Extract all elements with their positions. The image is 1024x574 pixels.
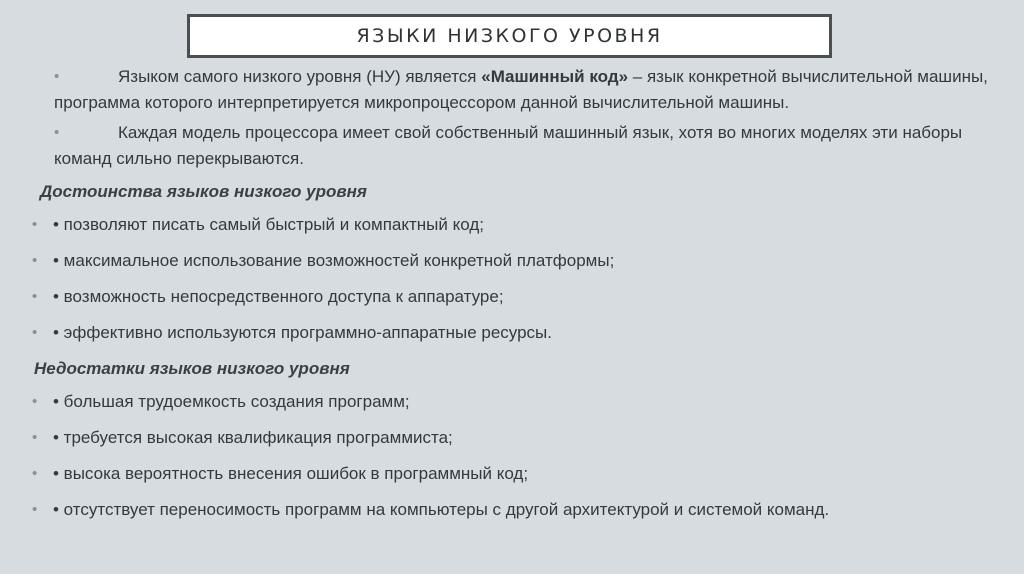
disadvantage-item [28, 498, 1018, 522]
advantage-text: • позволяют писать самый быстрый и компактный код; [53, 215, 484, 234]
bullet-dot: • [32, 324, 38, 341]
advantage-text: • возможность непосредственного доступа к аппаратуре; [53, 287, 504, 306]
bullet-dot: • [32, 216, 38, 233]
advantage-text: • максимальное использование возможностей конкретной платформы; [53, 251, 615, 270]
machine-code-term: «Машинный код» [481, 67, 629, 86]
disadvantage-text: • отсутствует переносимость программ на компьютеры с другой архитектурой и системой команд. [53, 500, 830, 519]
slide-content [28, 64, 1018, 534]
paragraph-processor-models [28, 120, 1016, 172]
bullet-dot: • [32, 252, 38, 269]
disadvantage-text: • высока вероятность внесения ошибок в программный код; [53, 464, 529, 483]
advantage-item [28, 213, 1018, 237]
disadvantages-heading: Недостатки языков низкого уровня [34, 359, 350, 378]
paragraph-machine-code [28, 64, 1016, 116]
disadvantage-text: • требуется высокая квалификация программиста; [53, 428, 453, 447]
disadvantage-text: • большая трудоемкость создания программ; [53, 392, 410, 411]
bullet-dot: • [32, 429, 38, 446]
advantage-item [28, 285, 1018, 309]
bullet-dot: • [32, 501, 38, 518]
slide-title-box [187, 14, 832, 58]
paragraph-text: – язык конкретной вычислительной машины, программа которого интерпретируется микропроцессором данной вычислительной машины. [54, 67, 988, 112]
bullet-dot: • [54, 124, 60, 141]
paragraph-text: Каждая модель процессора имеет свой собственный машинный язык, хотя во многих моделях эти наборы команд сильно перекрываются. [54, 123, 963, 168]
advantages-heading: Достоинства языков низкого уровня [40, 182, 367, 201]
disadvantage-item [28, 390, 1018, 414]
advantage-text: • эффективно используются программно-аппаратные ресурсы. [53, 323, 552, 342]
disadvantage-item [28, 462, 1018, 486]
advantage-item [28, 249, 1018, 273]
bullet-dot: • [32, 288, 38, 305]
bullet-dot: • [32, 465, 38, 482]
bullet-dot: • [54, 68, 60, 85]
advantage-item [28, 321, 1018, 345]
disadvantage-item [28, 426, 1018, 450]
bullet-dot: • [32, 393, 38, 410]
paragraph-text: Языком самого низкого уровня (НУ) является [118, 67, 482, 86]
slide-title: ЯЗЫКИ НИЗКОГО УРОВНЯ [356, 25, 663, 47]
